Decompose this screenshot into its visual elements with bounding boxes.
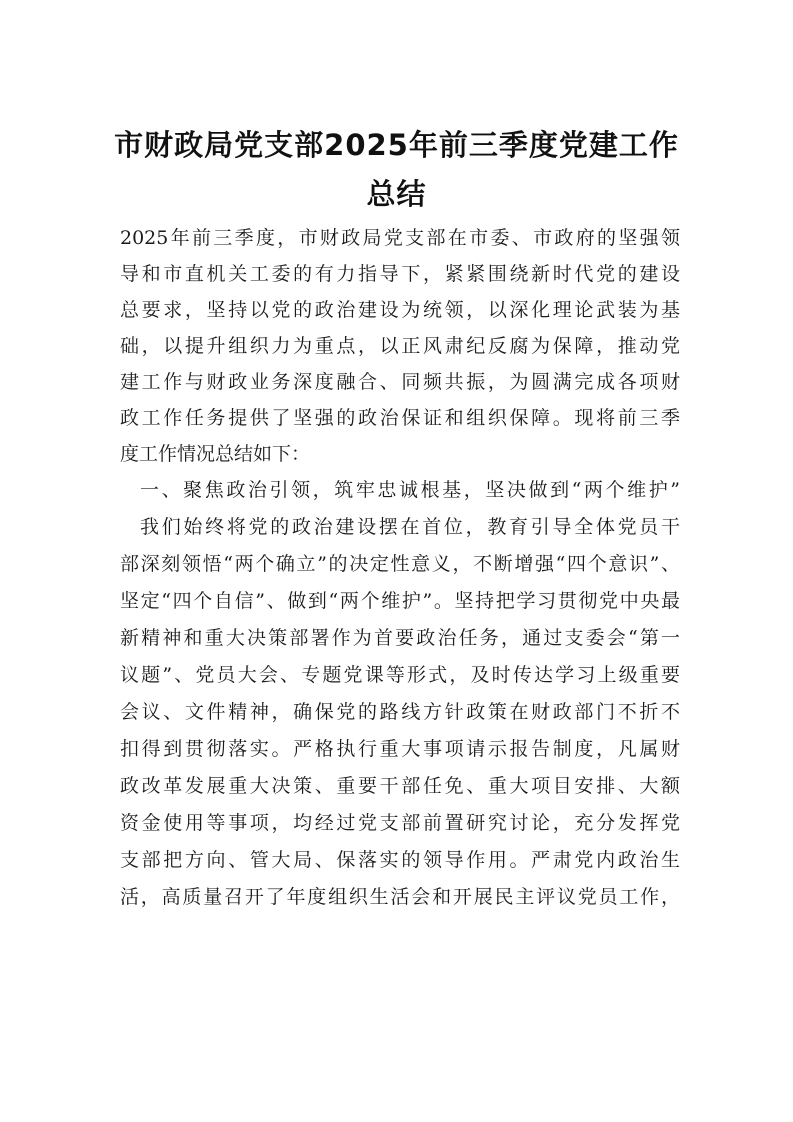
body-text-line: 议题”、党员大会、专题党课等形式，及时传达学习上级重要 — [120, 664, 680, 686]
body-text-line: 坚定“四个自信”、做到“两个维护”。坚持把学习贯彻党中央最 — [120, 590, 680, 612]
body-text-line: 扣得到贯彻落实。严格执行重大事项请示报告制度，凡属财 — [120, 738, 680, 760]
body-text-line: 我们始终将党的政治建设摆在首位，教育引导全体党员干 — [140, 516, 680, 538]
body-text-line: 度工作情况总结如下： — [120, 443, 311, 465]
body-text-line: 总要求，坚持以党的政治建设为统领，以深化理论武装为基 — [120, 299, 680, 321]
body-text-line: 政改革发展重大决策、重要干部任免、重大项目安排、大额 — [120, 775, 680, 797]
body-text-line: 建工作与财政业务深度融合、同频共振，为圆满完成各项财 — [120, 371, 680, 393]
body-text-line: 政工作任务提供了坚强的政治保证和组织保障。现将前三季 — [120, 407, 680, 429]
body-text-line: 资金使用等事项，均经过党支部前置研究讨论，充分发挥党 — [120, 812, 680, 834]
body-text-line: 新精神和重大决策部署作为首要政治任务，通过支委会“第一 — [120, 627, 680, 649]
body-text-line: 支部把方向、管大局、保落实的领导作用。严肃党内政治生 — [120, 849, 680, 871]
body-text-line: 础，以提升组织力为重点，以正风肃纪反腐为保障，推动党 — [120, 335, 680, 357]
body-text-line: 部深刻领悟“两个确立”的决定性意义，不断增强“四个意识”、 — [120, 553, 680, 575]
body-text-line: 活，高质量召开了年度组织生活会和开展民主评议党员工作， — [120, 886, 680, 908]
document-title-line-1: 市财政局党支部2025年前三季度党建工作 — [114, 128, 679, 162]
section-heading: 一、聚焦政治引领，筑牢忠诚根基，坚决做到“两个维护” — [140, 479, 680, 501]
document-title-line-2: 总结 — [366, 177, 427, 211]
body-text-line: 导和市直机关工委的有力指导下，紧紧围绕新时代党的建设 — [120, 263, 680, 285]
body-text-line: 2025年前三季度，市财政局党支部在市委、市政府的坚强领 — [120, 227, 680, 249]
body-text-line: 会议、文件精神，确保党的路线方针政策在财政部门不折不 — [120, 701, 680, 723]
